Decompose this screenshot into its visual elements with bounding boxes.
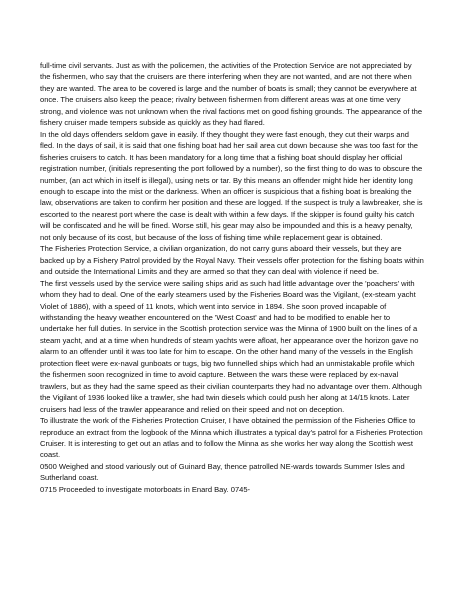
- log-entry-0715: 0715 Proceeded to investigate motorboats in Enard Bay. 0745-: [40, 484, 251, 494]
- paragraph-first-vessels: The first vessels used by the service were sailing ships arid as such had little advantage over the 'poachers' with whom they had to deal. One of the early steamers used by the Fisheries Board was the Vigilant, (ex-steam yacht Violet of 1886), with a speed of 11 knots, which went into service in 1894. She soon proved incapable of withstanding the heavy weather encountered on the 'West Coast' and had to be modified to enable her to undertake her full duties. In service in the Scottish protection service was the Minna of 1900 built on the lines of a steam yacht, and at a time when hundreds of steam yachts were afloat, her appearance over the horizon gave no alarm to an offender until it was too late for him to escape. On the other hand many of the vessels in the English protection fleet were ex-naval gunboats or tugs, big two funnelled ships which had an unmistakable profile which the fishermen soon recognized in time to avoid capture. Between the wars these were replaced by ex-naval trawlers, but as they had the same speed as their civilian counterparts they had no advantage over them. Although the Vigilant of 1936 looked like a trawler, she had twin diesels which could push her along at 14/15 knots. Later cruisers had less of the trawler appearance and relied on their speed and not on deception.: [40, 278, 422, 414]
- paragraph-civil-servants: full-time civil servants. Just as with the policemen, the activities of the Protection Service are not appreciated by the fishermen, who say that the cruisers are there interfering when they are not wanted, and are not there when they are wanted. The area to be covered is large and the number of boats is small; they cannot be everywhere at once. The cruisers also keep the peace; rivalry between fishermen from different areas was at one time very strong, and violence was not unknown when the rival factions met on good fishing grounds. The appearance of the fishery cruiser made tempers subside as quickly as they had flared.: [40, 61, 423, 128]
- log-entry-0500: 0500 Weighed and stood variously out of Guinard Bay, thence patrolled NE-wards towards Summer Isles and Sutherland coast.: [40, 461, 405, 483]
- document-page: [40, 60, 424, 495]
- paragraph-fisheries-protection-service: The Fisheries Protection Service, a civilian organization, do not carry guns aboard their vessels, but they are backed up by a Fishery Patrol provided by the Royal Navy. Their vessels offer protection for the fishing boats within and outside the International Limits and they are armed so that they can deal with violence if need be.: [40, 244, 424, 277]
- paragraph-old-days-offenders: In the old days offenders seldom gave in easily. If they thought they were fast enough, they cut their warps and fled. In the days of sail, it is said that one fishing boat had her sail area cut down because she was too fast for the fisheries cruisers to catch. It has been mandatory for a long time that a fishing boat should display her official registration number, (initials representing the port followed by a number), so the first thing to do was to obscure the number, (an act which in itself is illegal), using nets or tar. By this means an offender might hide her identity long enough to escape into the mist or the darkness. When an officer is suspicious that a fishing boat is breaking the law, observations are taken to confirm her position and these are logged. If the suspect is truly a lawbreaker, she is escorted to the nearest port where the case is dealt with within a few days. If the skipper is found guilty his catch will be confiscated and he will be fined. Worse still, his gear may also be impounded and this is a heavy penalty, not only because of its cost, but because of the loss of fishing time while replacement gear is obtained.: [40, 129, 423, 242]
- paragraph-logbook-intro: To illustrate the work of the Fisheries Protection Cruiser, I have obtained the permission of the Fisheries Office to reproduce an extract from the logbook of the Minna which illustrates a typical day's patrol for a Fisheries Protection Cruiser. It is interesting to get out an atlas and to follow the Minna as she works her way along the Scottish west coast.: [40, 416, 423, 460]
